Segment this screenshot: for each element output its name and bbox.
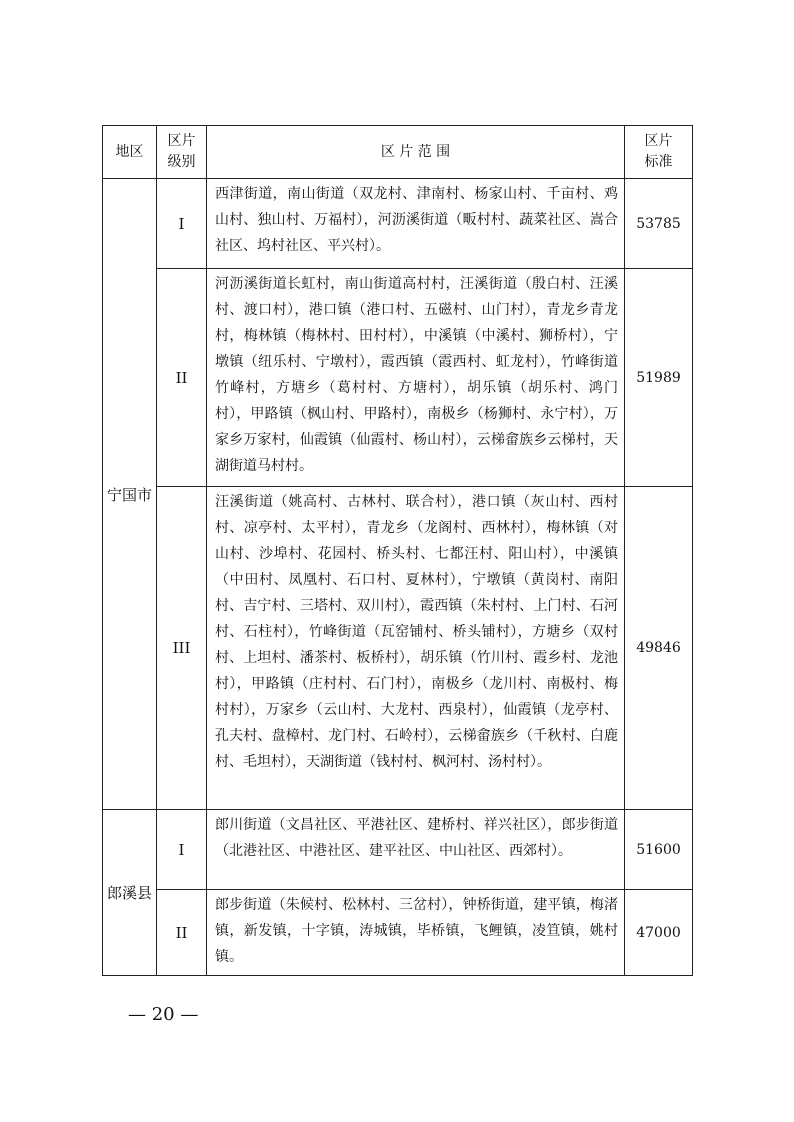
- header-range: 区 片 范 围: [207, 126, 625, 179]
- header-level: 区片 级别: [157, 126, 207, 179]
- level-cell: II: [157, 890, 207, 976]
- standard-cell: 49846: [625, 487, 693, 810]
- header-standard: 区片 标准: [625, 126, 693, 179]
- range-cell: 郎川街道（文昌社区、平港社区、建桥村、祥兴社区），郎步街道（北港社区、中港社区、建平社区、中山社区、西郊村）。: [207, 810, 625, 890]
- table-header-row: [103, 126, 693, 179]
- table-row: [103, 269, 693, 487]
- range-cell: 河沥溪街道长虹村，南山街道高村村，汪溪街道（殷白村、汪溪村、渡口村），港口镇（港口村、五磁村、山门村），青龙乡青龙村，梅林镇（梅林村、田村村），中溪镇（中溪村、狮桥村），宁墩镇（纽乐村、宁墩村），霞西镇（霞西村、虹龙村），竹峰街道竹峰村，方塘乡（葛村村、方塘村），胡乐镇（胡乐村、鸿门村），甲路镇（枫山村、甲路村），南极乡（杨狮村、永宁村），万家乡万家村，仙霞镇（仙霞村、杨山村），云梯畲族乡云梯村，天湖街道马村村。: [207, 269, 625, 487]
- land-price-zone-table: [102, 125, 693, 976]
- level-cell: II: [157, 269, 207, 487]
- page-number: — 20 —: [128, 1004, 199, 1025]
- region-cell: 郎溪县: [103, 810, 157, 976]
- header-region: 地区: [103, 126, 157, 179]
- range-cell: 汪溪街道（姚高村、古林村、联合村），港口镇（灰山村、西村村、凉亭村、太平村），青龙乡（龙阁村、西林村），梅林镇（对山村、沙埠村、花园村、桥头村、七都汪村、阳山村），中溪镇（中田村、凤凰村、石口村、夏林村），宁墩镇（黄岗村、南阳村、吉宁村、三塔村、双川村），霞西镇（朱村村、上门村、石河村、石柱村），竹峰街道（瓦窑铺村、桥头铺村），方塘乡（双村村、上坦村、潘茶村、板桥村），胡乐镇（竹川村、霞乡村、龙池村），甲路镇（庄村村、石门村），南极乡（龙川村、南极村、梅村村），万家乡（云山村、大龙村、西泉村），仙霞镇（龙亭村、孔夫村、盘樟村、龙门村、石岭村），云梯畲族乡（千秋村、白鹿村、毛坦村），天湖街道（钱村村、枫河村、汤村村）。: [207, 487, 625, 810]
- standard-cell: 53785: [625, 179, 693, 269]
- standard-cell: 47000: [625, 890, 693, 976]
- table-row: [103, 487, 693, 810]
- range-cell: 西津街道，南山街道（双龙村、津南村、杨家山村、千亩村、鸡山村、独山村、万福村），河沥溪街道（畈村村、蔬菜社区、嵩合社区、坞村社区、平兴村）。: [207, 179, 625, 269]
- table-row: [103, 890, 693, 976]
- table-row: [103, 179, 693, 269]
- range-cell: 郎步街道（朱候村、松林村、三岔村），钟桥街道，建平镇，梅渚镇，新发镇，十字镇，涛城镇，毕桥镇，飞鲤镇，凌笪镇，姚村镇。: [207, 890, 625, 976]
- table-row: [103, 810, 693, 890]
- standard-cell: 51600: [625, 810, 693, 890]
- standard-cell: 51989: [625, 269, 693, 487]
- level-cell: I: [157, 810, 207, 890]
- region-cell: 宁国市: [103, 179, 157, 810]
- level-cell: III: [157, 487, 207, 810]
- level-cell: I: [157, 179, 207, 269]
